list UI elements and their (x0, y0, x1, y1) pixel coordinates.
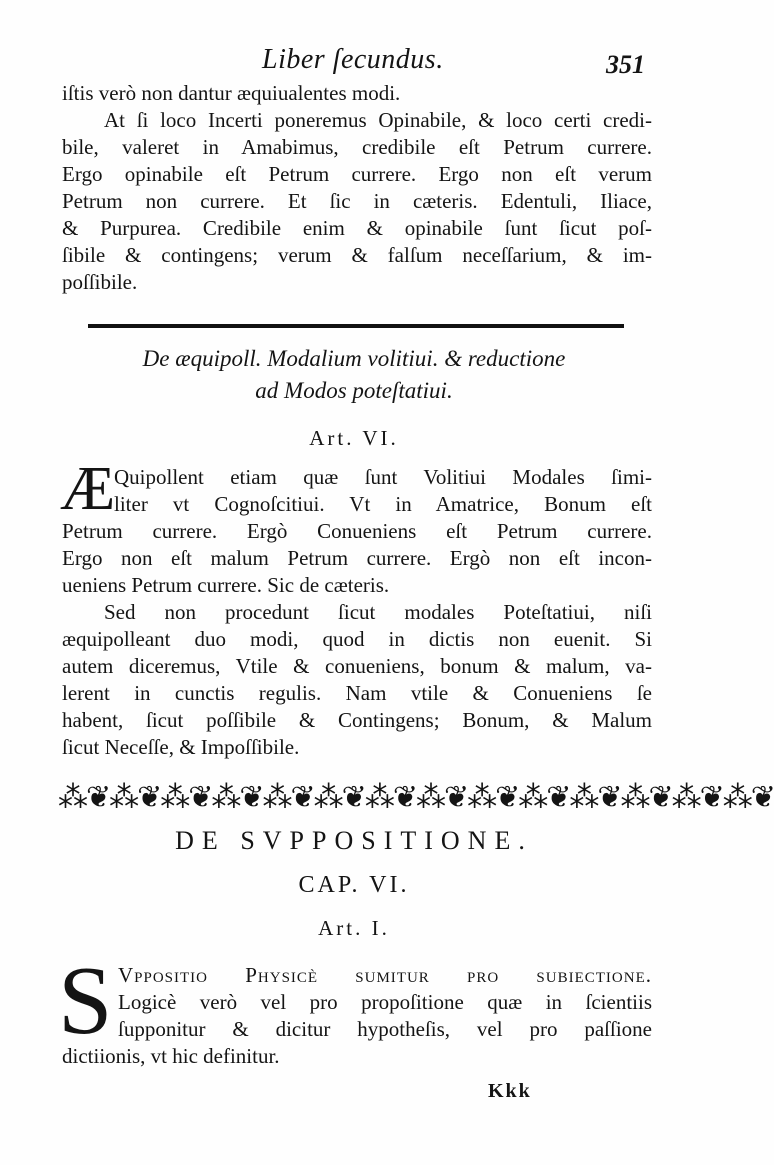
text-line: Ergo non eſt malum Petrum currere. Ergò non eſt incon- (62, 546, 652, 570)
text-line: æquipolleant duo modi, quod in dictis non euenit. Si (62, 627, 652, 651)
drop-capital: S (58, 947, 113, 1055)
text-line: liter vt Cognoſcitiui. Vt in Amatrice, Bonum eſt (114, 492, 652, 516)
text-line: Logicè verò vel pro propoſitione quæ in ſcientiis (118, 990, 652, 1014)
drop-capital: Æ (60, 455, 116, 523)
running-head (0, 44, 708, 84)
section-title-line-1: De æquipoll. Modalium volitiui. & reductione (142, 346, 566, 371)
text-line: autem diceremus, Vtile & conueniens, bonum & malum, va- (62, 654, 652, 678)
text-line: lerent in cunctis regulis. Nam vtile & Conueniens ſe (62, 681, 652, 705)
text-line: Quipollent etiam quæ ſunt Volitiui Modales ſimi- (114, 465, 652, 489)
text-line: ſupponitur & dicitur hypotheſis, vel pro paſſione (118, 1017, 652, 1041)
running-title: Liber ſecundus. (262, 44, 444, 75)
text-line: Petrum non currere. Et ſic in cæteris. Edentuli, Iliace, (62, 189, 652, 213)
text-line: ueniens Petrum currere. Sic de cæteris. (62, 573, 390, 597)
text-line: ſibile & contingens; verum & falſum neceſſarium, & im- (62, 243, 652, 267)
chapter-label: CAP. VI. (298, 872, 410, 898)
chapter-paragraph-tail (62, 1043, 652, 1070)
ornament-band: ⁂❦⁂❦⁂❦⁂❦⁂❦⁂❦⁂❦⁂❦⁂❦⁂❦⁂❦⁂❦⁂❦⁂❦ (58, 780, 774, 815)
top-paragraph (62, 80, 652, 296)
article-label: Art. VI. (309, 426, 399, 450)
section-vi-paragraph (62, 518, 652, 761)
text-line: Petrum currere. Ergò Conueniens eſt Petrum currere. (62, 519, 652, 543)
catchword: Kkk (488, 1080, 532, 1102)
text-line: poſſibile. (62, 270, 138, 294)
section-divider-rule (88, 324, 624, 328)
text-line: iſtis verò non dantur æquiualentes modi. (62, 81, 401, 105)
text-line: bile, valeret in Amabimus, credibile eſt Petrum currere. (62, 135, 652, 159)
text-line: habent, ſicut poſſibile & Contingens; Bonum, & Malum (62, 708, 652, 732)
text-line: ſicut Neceſſe, & Impoſſibile. (62, 735, 300, 759)
text-line: At ſi loco Incerti poneremus Opinabile, & loco certi credi- (104, 108, 652, 132)
text-line: Sed non procedunt ſicut modales Poteſtatiui, niſi (104, 600, 652, 624)
article-label: Art. I. (318, 916, 390, 940)
text-line: dictiionis, vt hic definitur. (62, 1044, 280, 1068)
text-line: Vppositio Phyſicè ſumitur pro ſubiectione. (118, 963, 652, 987)
section-vi-dropcap-lines (114, 464, 652, 518)
text-line: & Purpurea. Credibile enim & opinabile ſunt ſicut poſ- (62, 216, 652, 240)
chapter-paragraph (118, 962, 652, 1043)
chapter-title: DE SVPPOSITIONE. (175, 826, 533, 855)
page-number: 351 (606, 50, 645, 79)
section-title-line-2: ad Modos poteſtatiui. (255, 378, 453, 403)
text-line: Ergo opinabile eſt Petrum currere. Ergo non eſt verum (62, 162, 652, 186)
